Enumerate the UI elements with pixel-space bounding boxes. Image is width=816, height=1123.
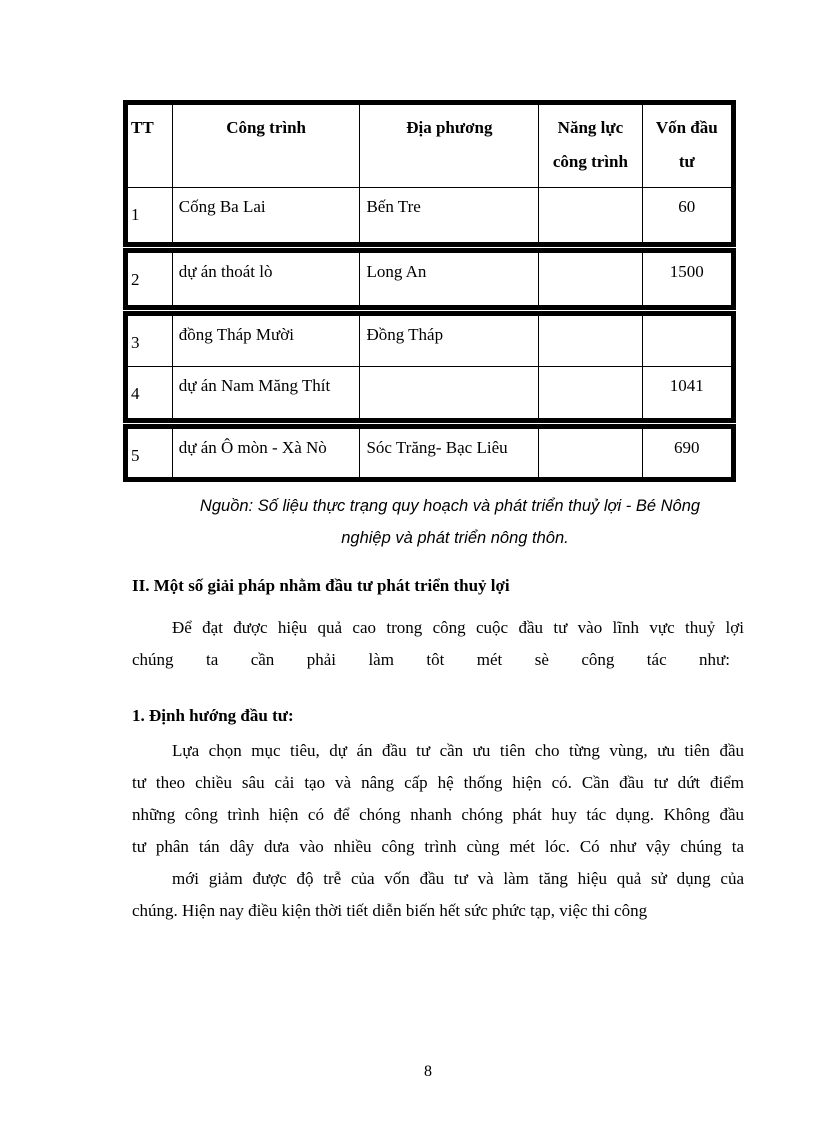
row-cong-trinh: dự án Nam Măng Thít [172, 367, 360, 418]
row-nang-luc [538, 367, 641, 418]
section-title: II. Một số giải pháp nhằm đầu tư phát triển thuỷ lợi [132, 576, 510, 595]
row-dia-phuong [359, 367, 538, 418]
row-von: 690 [642, 429, 731, 477]
row-nang-luc [538, 188, 641, 242]
body-line: Lựa chọn mục tiêu, dự án đầu tư cần ưu tiên cho từng vùng, ưu tiên đầu [172, 741, 744, 760]
row-dia-phuong: Long An [359, 253, 538, 305]
table-row [128, 316, 731, 366]
row-cong-trinh: đồng Tháp Mười [172, 316, 360, 366]
body-line: chúng. Hiện nay điều kiện thời tiết diễn biến hết sức phức tạp, việc thi công [132, 901, 648, 920]
table-row [128, 253, 731, 305]
row-von: 1500 [642, 253, 731, 305]
row-von: 1041 [642, 367, 731, 418]
subsection-body [132, 735, 744, 927]
header-von [642, 105, 731, 187]
table-row [128, 366, 731, 418]
header-dia-phuong: Địa phương [359, 105, 538, 187]
table-source-caption [150, 490, 750, 554]
body-line: mới giảm được độ trễ của vốn đầu tư và làm tăng hiệu quả sử dụng của [172, 869, 744, 888]
table-header-row [128, 105, 731, 187]
header-nang-luc [538, 105, 641, 187]
header-nang-luc-line2: công trình [552, 152, 628, 171]
row-tt: 3 [131, 333, 140, 352]
investment-table [123, 100, 736, 482]
row-tt: 1 [131, 205, 140, 224]
row-von [642, 316, 731, 366]
row-cong-trinh: dự án Ô mòn - Xà Nò [172, 429, 360, 477]
header-tt: TT [131, 118, 154, 137]
row-cong-trinh: Cống Ba Lai [172, 188, 360, 242]
header-cong-trinh: Công trình [172, 105, 360, 187]
row-dia-phuong: Bến Tre [359, 188, 538, 242]
row-nang-luc [538, 253, 641, 305]
row-dia-phuong: Sóc Trăng- Bạc Liêu [359, 429, 538, 477]
table-block-4 [123, 424, 736, 482]
header-nang-luc-line1: Năng lực [557, 118, 624, 137]
body-line: tư phân tán dây dưa vào nhiều công trình cùng mét lóc. Có như vậy chúng ta [132, 837, 744, 856]
table-row [128, 429, 731, 477]
section-intro [132, 612, 744, 676]
table-row [128, 187, 731, 242]
table-block-3 [123, 311, 736, 423]
caption-line-1: Nguồn: Số liệu thực trạng quy hoạch và phát triển thuỷ lợi - Bé Nông [199, 497, 701, 515]
row-cong-trinh: dự án thoát lò [172, 253, 360, 305]
body-line: những công trình hiện có để chóng nhanh chóng phát huy tác dụng. Không đầu [132, 805, 744, 824]
body-line: tư theo chiều sâu cải tạo và nâng cấp hệ thống hiện có. Cần đầu tư dứt điểm [132, 773, 744, 792]
row-von: 60 [642, 188, 731, 242]
subsection-title: 1. Định hướng đầu tư: [132, 706, 294, 725]
page-number: 8 [424, 1063, 432, 1080]
intro-line-1: Để đạt được hiệu quả cao trong công cuộc đầu tư vào lĩnh vực thuỷ lợi [172, 618, 744, 637]
row-dia-phuong: Đồng Tháp [359, 316, 538, 366]
row-nang-luc [538, 429, 641, 477]
row-tt: 4 [131, 384, 140, 403]
intro-line-2: chúng ta cần phải làm tôt mét sè công tác như: [132, 650, 730, 669]
row-tt: 5 [131, 446, 140, 465]
header-von-line1: Vốn đầu [655, 118, 718, 137]
header-von-line2: tư [678, 152, 695, 171]
row-nang-luc [538, 316, 641, 366]
row-tt: 2 [131, 270, 140, 289]
caption-line-2: nghiệp và phát triển nông thôn. [341, 529, 569, 547]
table-block-2 [123, 248, 736, 310]
table-block-1 [123, 100, 736, 247]
